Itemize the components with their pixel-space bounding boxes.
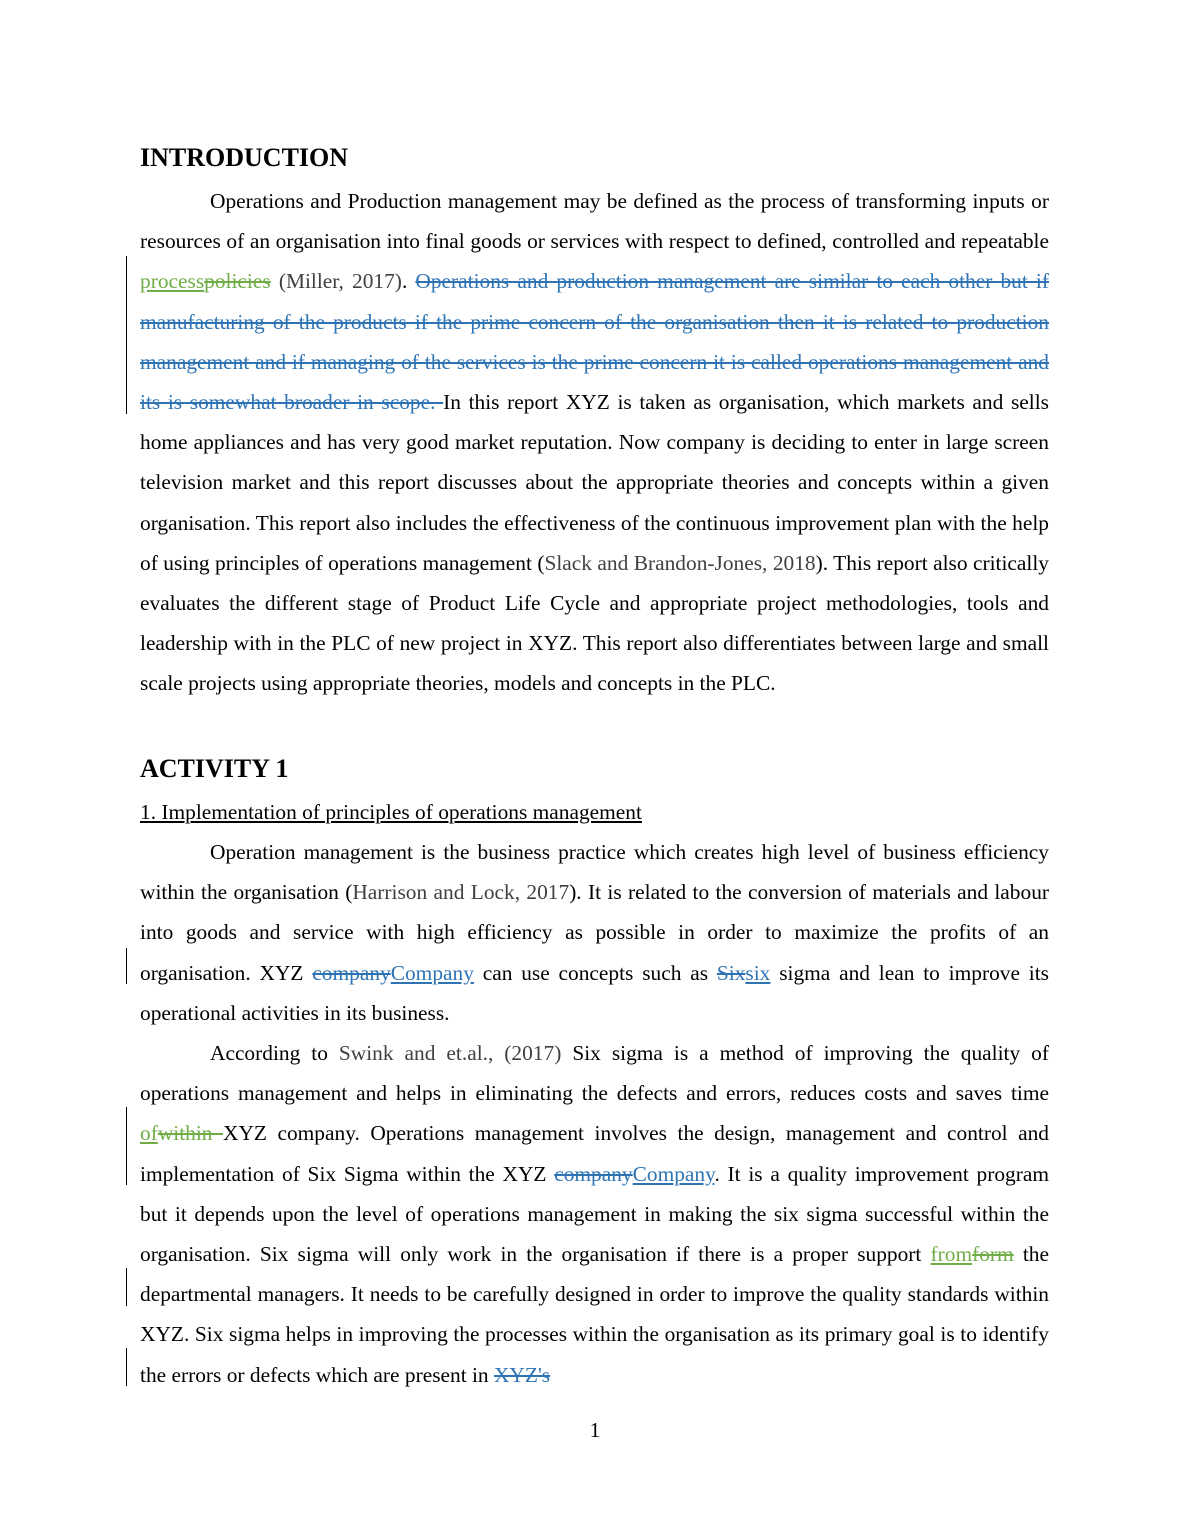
change-bar — [126, 1107, 127, 1185]
change-bar — [126, 1268, 127, 1306]
tracked-deletion: Six — [716, 960, 746, 985]
tracked-deletion: policies — [204, 269, 271, 294]
intro-paragraph: Operations and Production management may be defined as the process of transforming inputs or resources of an organisation into final goods or services with respect to defined, controlled and repeatable processpolicies (Miller, 2017). Operations and production management are similar to each other but if manufacturing of the products if the prime concern of the organisation then it is related to production management and if managing of the services is the prime concern it is called operations management and its is somewhat broader in scope. In this report XYZ is taken as organisation, which markets and sells home appliances and has very good market reputation. Now company is deciding to enter in large screen television market and this report discusses about the appropriate theories and concepts within a given organisation. This report also includes the effectiveness of the continuous improvement plan with the help of using principles of operations management (Slack and Brandon-Jones, 2018). This report also critically evaluates the different stage of Product Life Cycle and appropriate project methodologies, tools and leadership with in the PLC of new project in XYZ. This report also differentiates between large and small scale projects using appropriate theories, models and concepts in the PLC. — [140, 189, 1049, 696]
page-number: 1 — [589, 1418, 601, 1442]
citation: (Miller, 2017) — [270, 269, 402, 294]
tracked-insertion: from — [930, 1242, 973, 1267]
citation: Swink and et.al., (2017) — [338, 1041, 562, 1065]
section-subheading: 1. Implementation of principles of operations management — [140, 800, 642, 824]
tracked-insertion: Company — [632, 1161, 715, 1186]
tracked-deletion: Operations and production management are similar to each other but if manufacturing of the products if the prime concern of the organisation then it is related to production management and if managing of the services is the prime concern it is called operations management and its is somewhat broader in scope. — [140, 269, 1049, 415]
operations-paragraph: Operation management is the business practice which creates high level of business efficiency within the organisation (Harrison and Lock, 2017). It is related to the conversion of materials and labour into goods and service with high efficiency as possible in order to maximize the profits of an organisation. XYZ companyCompany can use concepts such as Sixsix sigma and lean to improve its operational activities in its business. — [140, 840, 1050, 1025]
tracked-insertion: of — [140, 1121, 158, 1146]
tracked-deletion: form — [972, 1242, 1014, 1267]
change-bar — [126, 1348, 127, 1386]
six-sigma-paragraph: According to Swink and et.al., (2017) Six sigma is a method of improving the quality of operations management and helps in eliminating the defects and errors, reduces costs and saves time ofwithin XYZ company. Operations management involves the design, management and control and implementation of Six Sigma within the XYZ companyCompany. It is a quality improvement program but it depends upon the level of operations management in making the six sigma successful within the organisation. Six sigma will only work in the organisation if there is a proper support fromform the departmental managers. It needs to be carefully designed in order to improve the quality standards within XYZ. Six sigma helps in improving the processes within the organisation as its primary goal is to identify the errors or defects which are present in XYZ's — [140, 1041, 1050, 1387]
tracked-deletion: company — [312, 960, 391, 985]
change-bar — [126, 948, 127, 984]
citation: Slack and Brandon-Jones, 2018 — [544, 550, 816, 575]
tracked-insertion: process — [140, 269, 205, 294]
introduction-heading: INTRODUCTION — [140, 143, 349, 172]
change-bar — [126, 256, 127, 414]
tracked-insertion: Company — [390, 960, 474, 985]
tracked-deletion: XYZ's — [493, 1362, 551, 1387]
activity-heading: ACTIVITY 1 — [140, 754, 289, 783]
tracked-insertion: six — [745, 960, 771, 985]
tracked-deletion: company — [554, 1161, 633, 1186]
tracked-deletion: within — [157, 1121, 224, 1146]
citation: Harrison and Lock, 2017 — [352, 880, 570, 905]
